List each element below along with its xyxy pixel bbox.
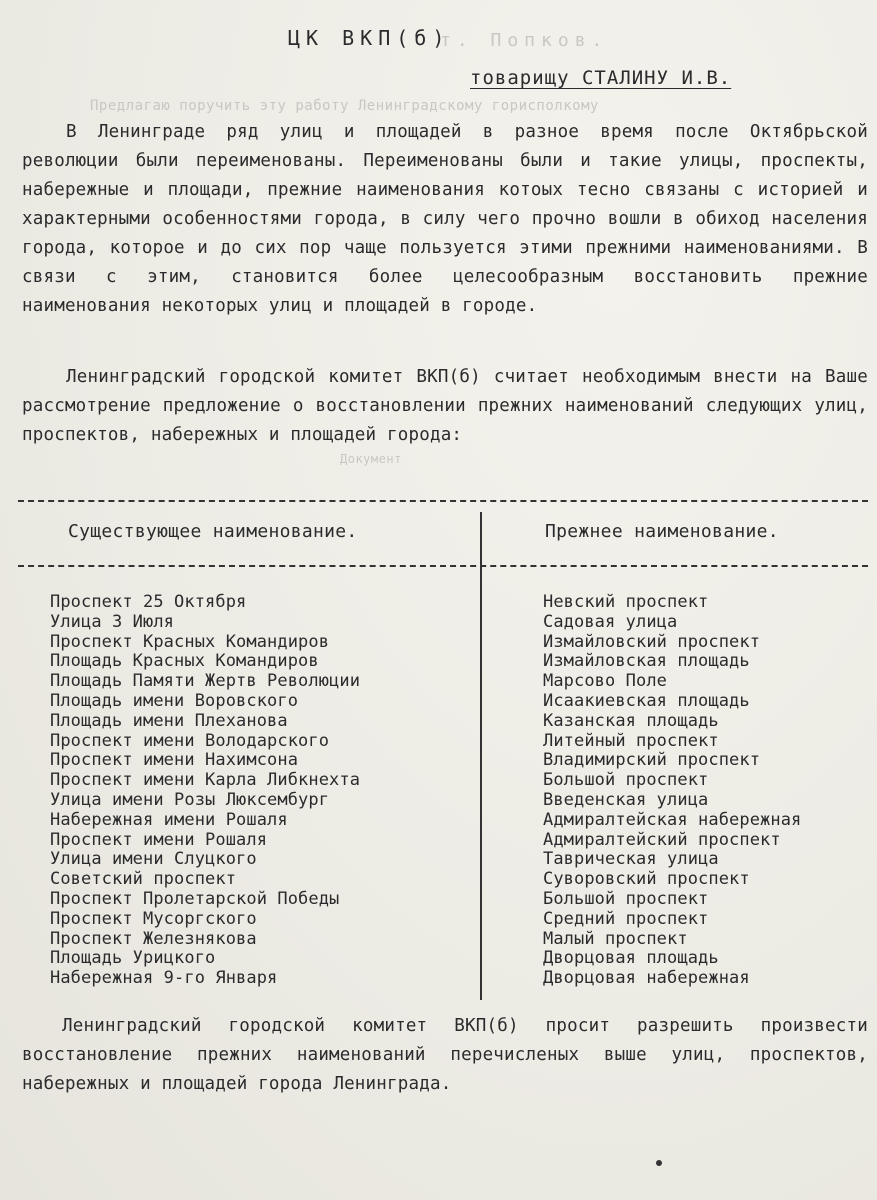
table-row-former: Дворцовая набережная xyxy=(543,968,750,989)
table-row-current: Проспект Пролетарской Победы xyxy=(50,888,340,909)
table-row-current: Проспект имени Карла Либкнехта xyxy=(50,770,361,791)
table-row-former: Литейный проспект xyxy=(543,730,719,751)
closing-paragraph: Ленинградский городской комитет ВКП(б) просит разрешить произвести восстановление прежних наименований перечисленых выше улиц, проспектов, набережных и площадей города Ленинграда. xyxy=(22,1016,868,1094)
ink-spot xyxy=(656,1160,662,1166)
proposal-paragraph: Ленинградский городской комитет ВКП(б) считает необходимым внести на Ваше рассмотрение предложение о восстановлении прежних наименований следующих улиц, проспектов, набережных и площадей города: xyxy=(22,367,868,445)
table-row-current: Проспект имени Рошаля xyxy=(50,829,268,850)
table-row-former: Владимирский проспект xyxy=(543,750,761,771)
table-row-current: Площадь имени Плеханова xyxy=(50,710,288,731)
table-row-former: Марсово Поле xyxy=(543,671,668,692)
table-row-former: Исаакиевская площадь xyxy=(543,690,750,711)
table-row-current: Улица 3 Июля xyxy=(50,611,175,632)
table-row-former: Невский проспект xyxy=(543,592,709,612)
table-row-current: Площадь Памяти Жертв Революции xyxy=(50,671,361,692)
table-row-current: Проспект Красных Командиров xyxy=(50,631,330,652)
bleed-through-text: Предлагаю поручить эту работу Ленинградскому горисполкому xyxy=(90,98,599,114)
bleed-through-text: Документ xyxy=(340,452,402,466)
table-row-former: Измайловская площадь xyxy=(543,651,750,672)
table-row-current: Советский проспект xyxy=(50,869,237,890)
table-row-former: Адмиралтейский проспект xyxy=(543,829,781,850)
table-top-rule xyxy=(18,500,868,502)
table-row-current: Проспект Железнякова xyxy=(50,928,257,949)
table-row-former: Адмиралтейская набережная xyxy=(543,809,802,830)
column-header-current: Существующее наименование. xyxy=(68,521,358,542)
table-row-current: Площадь Красных Командиров xyxy=(50,651,319,672)
table-row-current: Набережная имени Рошаля xyxy=(50,809,288,830)
intro-paragraph: В Ленинграде ряд улиц и площадей в разное время после Октябрьской революции были переименованы. Переименованы были и такие улицы, проспекты, набережные и площади, прежние наименования котоых тесно связаны с историей и характерными особенностями города, в силу чего прочно вошли в обиход населения города, которое и до сих пор чаще пользуется этими прежними наименованиями. В связи с этим, становится более целесообразным восстановить прежние наименования некоторых улиц и площадей в городе. xyxy=(22,122,868,316)
document-header: ЦК ВКП(б) xyxy=(288,26,451,50)
table-row-former: Малый проспект xyxy=(543,928,688,949)
addressee-line: товарищу СТАЛИНУ И.В. xyxy=(470,67,732,89)
table-row-current: Улица имени Слуцкого xyxy=(50,849,257,870)
current-names-list xyxy=(50,593,360,989)
table-row-former: Садовая улица xyxy=(543,611,678,632)
table-row-current: Проспект имени Нахимсона xyxy=(50,750,299,771)
table-row-current: Набережная 9-го Января xyxy=(50,968,278,989)
bleed-through-text: т. Попков. xyxy=(440,30,609,51)
table-row-current: Проспект 25 Октября xyxy=(50,592,247,612)
table-row-former: Большой проспект xyxy=(543,888,709,909)
table-row-former: Казанская площадь xyxy=(543,710,719,731)
table-row-former: Суворовский проспект xyxy=(543,869,750,890)
former-names-list xyxy=(543,593,801,989)
table-row-former: Дворцовая площадь xyxy=(543,948,719,969)
table-row-former: Измайловский проспект xyxy=(543,631,761,652)
table-row-current: Проспект имени Володарского xyxy=(50,730,330,751)
column-header-former: Прежнее наименование. xyxy=(545,521,779,542)
table-row-former: Большой проспект xyxy=(543,770,709,791)
table-row-former: Средний проспект xyxy=(543,908,709,929)
table-row-current: Проспект Мусоргского xyxy=(50,908,257,929)
table-row-current: Площадь Урицкого xyxy=(50,948,216,969)
table-header-rule xyxy=(18,565,868,567)
table-column-divider xyxy=(480,512,482,1000)
table-row-current: Улица имени Розы Люксембург xyxy=(50,789,330,810)
table-row-former: Введенская улица xyxy=(543,789,709,810)
table-row-former: Таврическая улица xyxy=(543,849,719,870)
table-row-current: Площадь имени Воровского xyxy=(50,690,299,711)
